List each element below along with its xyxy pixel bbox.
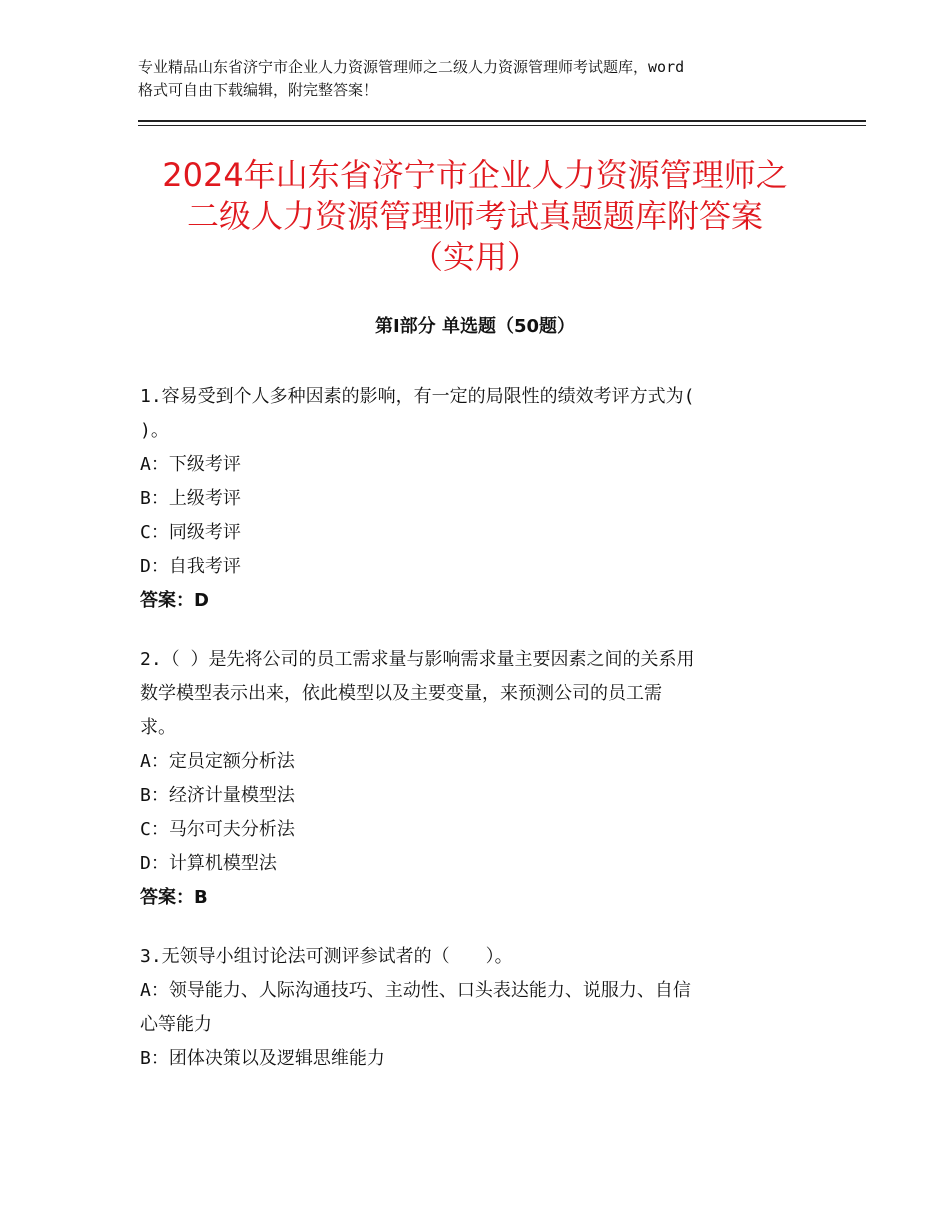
option: C：马尔可夫分析法 — [140, 819, 295, 840]
header-line: 专业精品山东省济宁市企业人力资源管理师之二级人力资源管理师考试题库，word — [138, 58, 685, 76]
question-stem: 2.（ ）是先将公司的员工需求量与影响需求量主要因素之间的关系用 — [140, 649, 695, 670]
answer: 答案：B — [140, 887, 208, 908]
question-stem: 求。 — [140, 717, 176, 738]
header-divider — [138, 120, 866, 122]
question-stem: 数学模型表示出来，依此模型以及主要变量，来预测公司的员工需 — [140, 683, 662, 704]
question-stem: )。 — [140, 420, 169, 441]
option: C：同级考评 — [140, 522, 241, 543]
section-heading: 第Ⅰ部分 单选题（50题） — [374, 316, 575, 337]
question-item — [140, 940, 810, 1076]
document-title — [100, 155, 850, 278]
question-stem: 1.容易受到个人多种因素的影响，有一定的局限性的绩效考评方式为( — [140, 386, 695, 407]
option: A：领导能力、人际沟通技巧、主动性、口头表达能力、说服力、自信 — [140, 980, 691, 1001]
option: D：计算机模型法 — [140, 853, 277, 874]
option: A：定员定额分析法 — [140, 751, 295, 772]
option: B：团体决策以及逻辑思维能力 — [140, 1048, 385, 1069]
header-line: 格式可自由下载编辑，附完整答案！ — [138, 81, 379, 99]
header-divider — [138, 125, 866, 126]
option: D：自我考评 — [140, 556, 241, 577]
title-line: 二级人力资源管理师考试真题题库附答案 — [186, 197, 763, 235]
option: A：下级考评 — [140, 454, 241, 475]
question-item — [140, 643, 810, 915]
spacer — [140, 618, 810, 643]
question-stem: 3.无领导小组讨论法可测评参试者的（ ）。 — [140, 946, 513, 967]
spacer — [140, 915, 810, 940]
title-line: 2024年山东省济宁市企业人力资源管理师之 — [162, 156, 788, 194]
answer: 答案：D — [140, 590, 209, 611]
option: 心等能力 — [140, 1014, 212, 1035]
question-list — [140, 380, 810, 1076]
header-note — [138, 56, 838, 102]
option: B：上级考评 — [140, 488, 241, 509]
option: B：经济计量模型法 — [140, 785, 295, 806]
question-item — [140, 380, 810, 618]
title-line: （实用） — [410, 238, 539, 276]
